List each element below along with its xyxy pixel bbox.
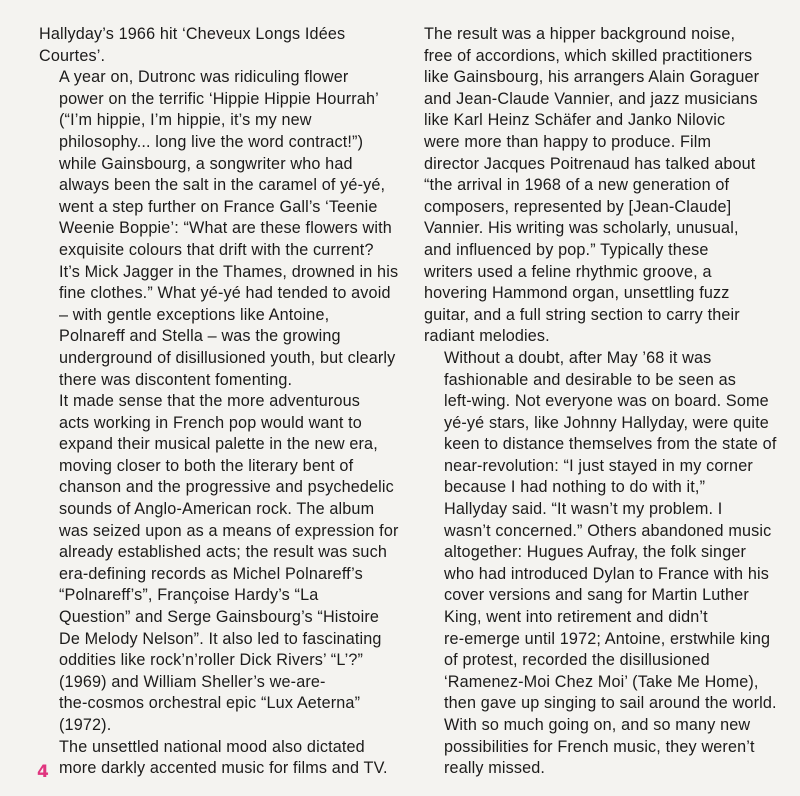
- text-line: fashionable and desirable to be seen as: [444, 370, 737, 389]
- text-line: then gave up singing to sail around the world.: [444, 694, 777, 713]
- paragraph: [39, 24, 401, 67]
- text-line: moving closer to both the literary bent of: [59, 456, 354, 475]
- text-line: Weenie Boppie’: “What are these flowers with: [59, 219, 392, 238]
- text-line: hovering Hammond organ, unsettling fuzz: [424, 284, 730, 303]
- text-line: It’s Mick Jagger in the Thames, drowned in his: [59, 262, 399, 281]
- text-line: With so much going on, and so many new: [444, 716, 751, 734]
- text-line: The result was a hipper background noise,: [424, 25, 736, 43]
- text-line: It made sense that the more adventurous: [59, 392, 360, 411]
- text-line: of protest, recorded the disillusioned: [444, 651, 710, 670]
- text-line: free of accordions, which skilled practitioners: [424, 46, 753, 65]
- text-line: went a step further on France Gall’s ‘Teenie: [59, 197, 378, 216]
- text-line: Without a doubt, after May ’68 it was: [444, 348, 712, 367]
- text-line: while Gainsbourg, a songwriter who had: [59, 154, 353, 173]
- text-line: already established acts; the result was such: [59, 543, 387, 562]
- text-line: acts working in French pop would want to: [59, 413, 362, 432]
- paragraph: [39, 67, 401, 391]
- text-line: Hallyday’s 1966 hit ‘Cheveux Longs Idées: [39, 25, 346, 43]
- text-line: King, went into retirement and didn’t: [444, 608, 708, 627]
- text-line: (1969) and William Sheller’s we-are-: [59, 672, 326, 691]
- text-line: there was discontent fomenting.: [59, 370, 293, 389]
- text-line: altogether: Hugues Aufray, the folk singer: [444, 543, 747, 562]
- text-line: and influenced by pop.” Typically these: [424, 240, 709, 259]
- text-line: keen to distance themselves from the state of: [444, 435, 777, 454]
- text-line: re-emerge until 1972; Antoine, erstwhile king: [444, 629, 771, 648]
- text-line: like Karl Heinz Schäfer and Janko Nilovic: [424, 111, 726, 130]
- text-line: and Jean-Claude Vannier, and jazz musicians: [424, 89, 758, 108]
- text-line: wasn’t concerned.” Others abandoned music: [444, 521, 772, 540]
- text-line: composers, represented by [Jean-Claude]: [424, 197, 732, 216]
- text-line: like Gainsbourg, his arrangers Alain Goraguer: [424, 68, 760, 87]
- text-line: Vannier. His writing was scholarly, unusual,: [424, 219, 739, 238]
- text-line: oddities like rock’n’roller Dick Rivers’ “L’?”: [59, 651, 364, 670]
- text-line: A year on, Dutronc was ridiculing flower: [59, 68, 349, 87]
- text-line: (1972).: [59, 716, 112, 734]
- text-line: sounds of Anglo-American rock. The album: [59, 500, 375, 519]
- text-line: writers used a feline rhythmic groove, a: [424, 262, 712, 281]
- text-line: Polnareff and Stella – was the growing: [59, 327, 341, 346]
- text-line: Question” and Serge Gainsbourg’s “Histoire: [59, 608, 380, 627]
- text-line: really missed.: [444, 759, 546, 778]
- text-line: “the arrival in 1968 of a new generation of: [424, 176, 730, 195]
- paragraph: [424, 348, 786, 780]
- text-line: near-revolution: “I just stayed in my corner: [444, 456, 753, 475]
- right-column: [424, 24, 786, 780]
- text-line: possibilities for French music, they weren’t: [444, 737, 755, 756]
- text-line: Courtes’.: [39, 46, 106, 65]
- text-line: was seized upon as a means of expression for: [59, 521, 399, 540]
- text-line: expand their musical palette in the new era,: [59, 435, 378, 454]
- text-line: fine clothes.” What yé-yé had tended to avoid: [59, 284, 391, 303]
- text-line: underground of disillusioned youth, but clearly: [59, 348, 396, 367]
- text-line: philosophy... long live the word contract!”): [59, 132, 364, 151]
- text-line: De Melody Nelson”. It also led to fascinating: [59, 629, 382, 648]
- text-line: The unsettled national mood also dictated: [59, 737, 365, 756]
- left-column: [39, 24, 401, 780]
- text-line: exquisite colours that drift with the current?: [59, 240, 374, 259]
- text-line: “Polnareff’s”, Françoise Hardy’s “La: [59, 586, 319, 605]
- text-line: left-wing. Not everyone was on board. Some: [444, 392, 769, 411]
- text-line: the-cosmos orchestral epic “Lux Aeterna”: [59, 694, 361, 713]
- text-line: more darkly accented music for films and TV.: [59, 759, 388, 778]
- page-number: 4: [37, 762, 49, 782]
- text-line: who had introduced Dylan to France with his: [444, 564, 769, 583]
- text-line: were more than happy to produce. Film: [424, 132, 712, 151]
- text-line: – with gentle exceptions like Antoine,: [59, 305, 330, 324]
- text-line: director Jacques Poitrenaud has talked about: [424, 154, 756, 173]
- text-line: guitar, and a full string section to carry their: [424, 305, 740, 324]
- paragraph: [39, 737, 401, 780]
- paragraph: [424, 24, 786, 348]
- text-line: ‘Ramenez-Moi Chez Moi’ (Take Me Home),: [444, 672, 759, 691]
- text-line: always been the salt in the caramel of yé-yé,: [59, 176, 386, 195]
- text-line: because I had nothing to do with it,”: [444, 478, 706, 497]
- text-line: chanson and the progressive and psychedelic: [59, 478, 394, 497]
- text-line: Hallyday said. “It wasn’t my problem. I: [444, 500, 723, 519]
- text-line: radiant melodies.: [424, 327, 550, 346]
- text-line: (“I’m hippie, I’m hippie, it’s my new: [59, 111, 312, 130]
- text-line: era-defining records as Michel Polnareff’s: [59, 564, 363, 583]
- text-line: power on the terrific ‘Hippie Hippie Hourrah’: [59, 89, 379, 108]
- text-line: cover versions and sang for Martin Luther: [444, 586, 749, 605]
- text-line: yé-yé stars, like Johnny Hallyday, were quite: [444, 413, 769, 432]
- paragraph: [39, 391, 401, 737]
